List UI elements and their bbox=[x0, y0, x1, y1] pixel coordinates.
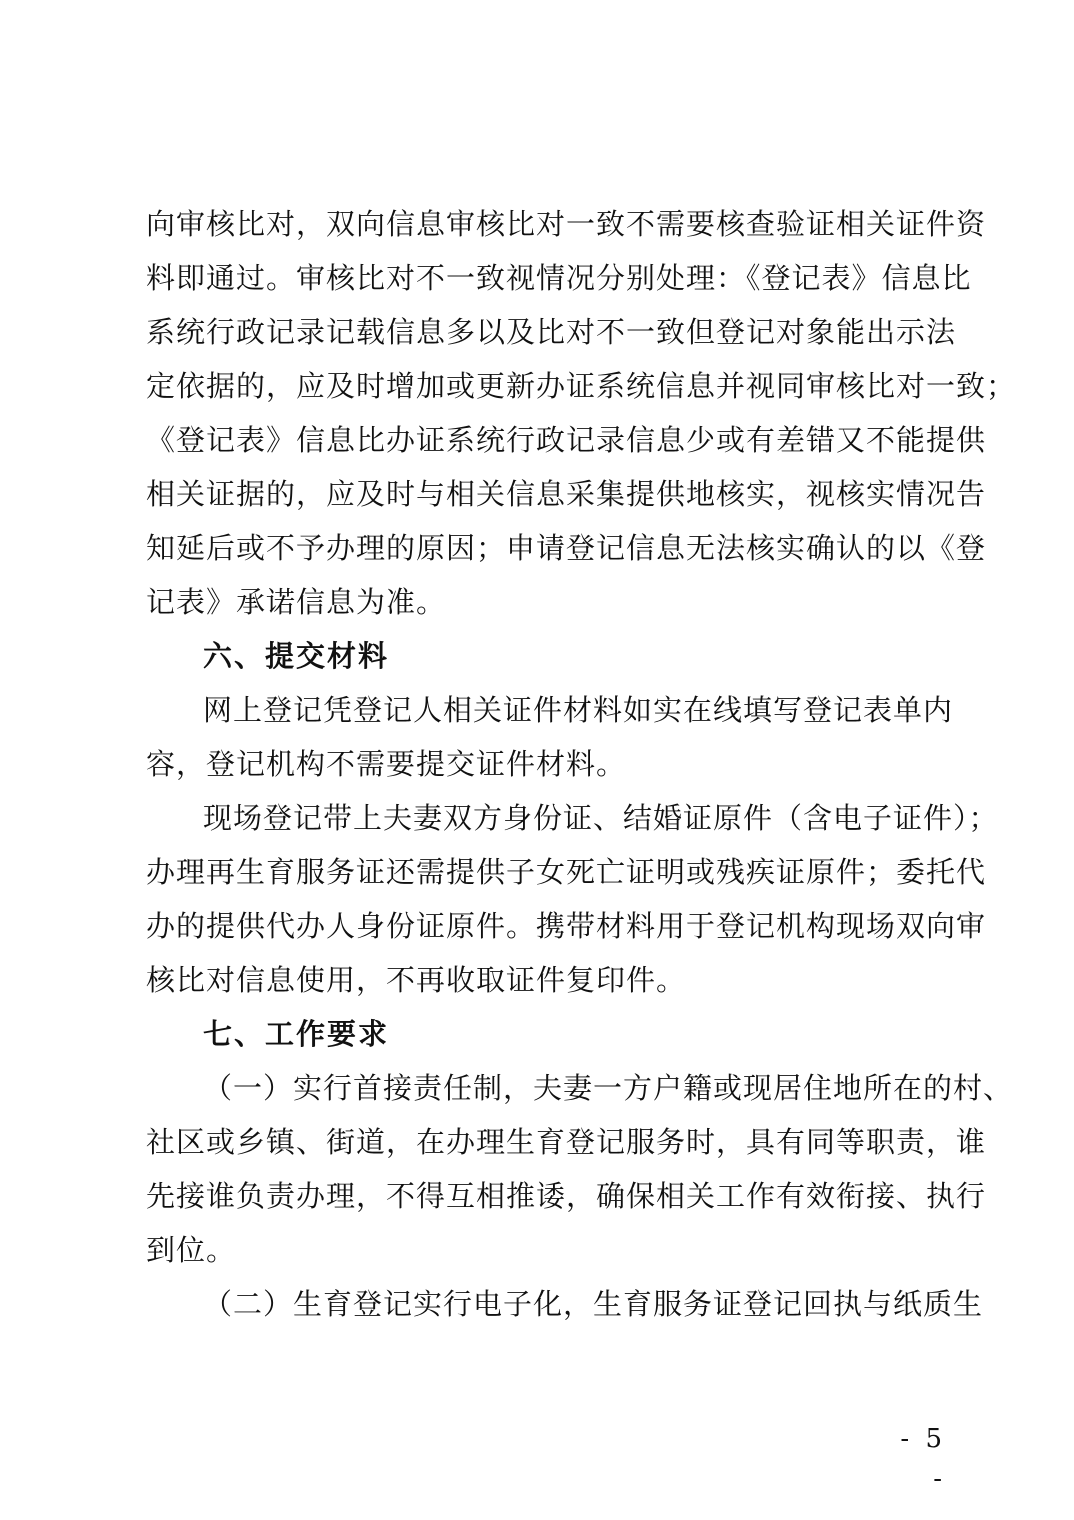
paragraph-line: （一）实行首接责任制，夫妻一方户籍或现居住地所在的村、 bbox=[203, 1071, 1014, 1105]
paragraph-line: 知延后或不予办理的原因；申请登记信息无法核实确认的以《登 bbox=[146, 531, 987, 565]
page-number: - 5 - bbox=[900, 1424, 946, 1494]
paragraph-line: 现场登记带上夫妻双方身份证、结婚证原件（含电子证件）； bbox=[203, 801, 999, 835]
paragraph-line: 容，登记机构不需要提交证件材料。 bbox=[146, 747, 627, 781]
paragraph-line: 定依据的，应及时增加或更新办证系统信息并视同审核比对一致； bbox=[146, 369, 1017, 403]
paragraph-line: 办理再生育服务证还需提供子女死亡证明或残疾证原件；委托代 bbox=[146, 855, 987, 889]
paragraph-line: 料即通过。审核比对不一致视情况分别处理：《登记表》信息比 bbox=[146, 261, 972, 295]
paragraph-line: 网上登记凭登记人相关证件材料如实在线填写登记表单内 bbox=[203, 693, 954, 727]
paragraph-line: 到位。 bbox=[146, 1233, 237, 1267]
paragraph-line: 核比对信息使用，不再收取证件复印件。 bbox=[146, 963, 687, 997]
paragraph-line: 记表》承诺信息为准。 bbox=[146, 585, 447, 619]
paragraph-line: 系统行政记录记载信息多以及比对不一致但登记对象能出示法 bbox=[146, 315, 957, 349]
paragraph-line: 向审核比对，双向信息审核比对一致不需要核查验证相关证件资 bbox=[146, 207, 987, 241]
paragraph-line: 相关证据的，应及时与相关信息采集提供地核实，视核实情况告 bbox=[146, 477, 987, 511]
paragraph-line: 办的提供代办人身份证原件。携带材料用于登记机构现场双向审 bbox=[146, 909, 987, 943]
paragraph-line: 《登记表》信息比办证系统行政记录信息少或有差错又不能提供 bbox=[146, 423, 987, 457]
paragraph-line: （二）生育登记实行电子化，生育服务证登记回执与纸质生 bbox=[203, 1287, 984, 1321]
paragraph-line: 社区或乡镇、街道，在办理生育登记服务时，具有同等职责，谁 bbox=[146, 1125, 987, 1159]
section-heading-requirements: 七、工作要求 bbox=[203, 1017, 390, 1051]
section-heading-materials: 六、提交材料 bbox=[203, 639, 390, 673]
paragraph-line: 先接谁负责办理，不得互相推诿，确保相关工作有效衔接、执行 bbox=[146, 1179, 987, 1213]
